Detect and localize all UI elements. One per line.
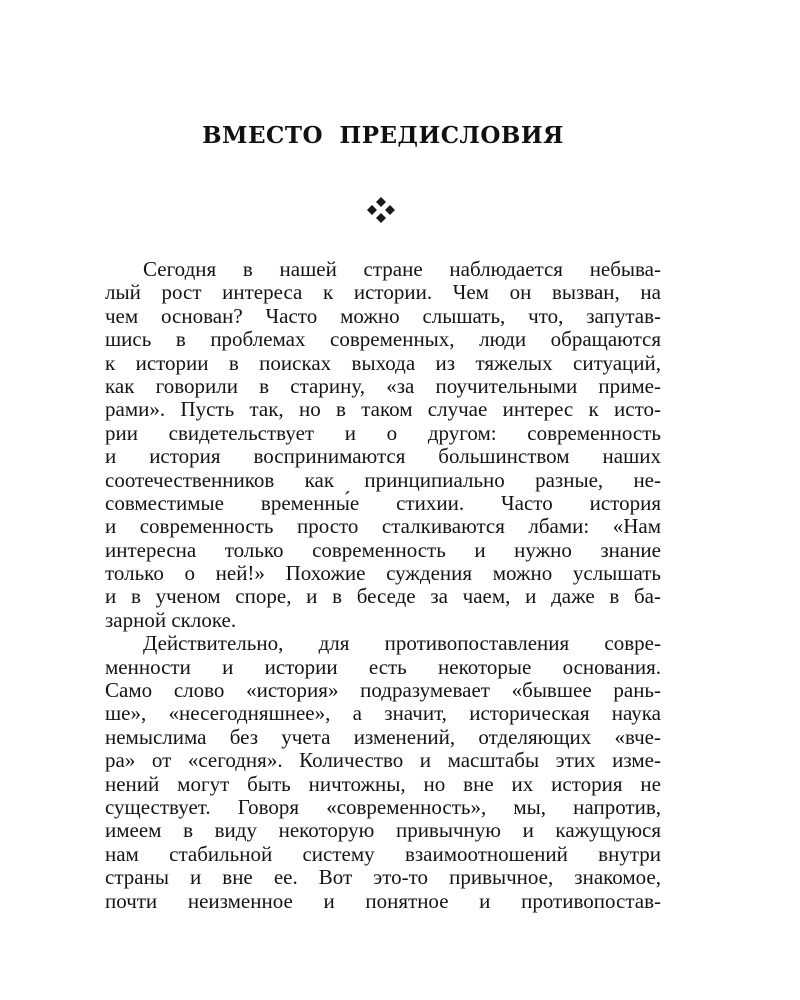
text-line: как говорили в старину, «за поучительными приме- <box>105 373 661 398</box>
text-line: и современность просто сталкиваются лбами: «Нам <box>105 514 661 539</box>
text-line: ше», «несегодняшнее», а значит, историческая наука <box>105 701 661 726</box>
text-line: имеем в виду некоторую привычную и кажущуюся <box>105 818 661 843</box>
text-line: нений могут быть ничтожны, но вне их история не <box>105 771 661 796</box>
text-line: зарной склоке. <box>105 607 237 632</box>
text-line: и в ученом споре, и в беседе за чаем, и даже в ба- <box>105 584 661 609</box>
paragraph-2 <box>105 632 661 913</box>
paragraph-1 <box>105 258 661 632</box>
text-line: шись в проблемах современных, люди обращаются <box>105 327 661 352</box>
text-line: существует. Говоря «современность», мы, напротив, <box>105 794 661 819</box>
text-line: соотечественников как принципиально разные, не- <box>105 467 661 492</box>
text-line: и история воспринимаются большинством наших <box>105 444 661 469</box>
text-line: к истории в поисках выхода из тяжелых ситуаций, <box>105 350 661 375</box>
text-line: Само слово «история» подразумевает «бывшее рань- <box>105 678 661 703</box>
text-line: ра» от «сегодня». Количество и масштабы этих изме- <box>105 748 661 773</box>
text-line: совместимые временны́е стихии. Часто история <box>105 490 661 515</box>
text-line: рии свидетельствует и о другом: современность <box>105 420 661 445</box>
diamond-cluster-ornament-icon <box>363 196 399 224</box>
text-line: лый рост интереса к истории. Чем он вызван, на <box>105 280 661 305</box>
text-line: рами». Пусть так, но в таком случае интерес к исто- <box>105 397 661 422</box>
text-line: менности и истории есть некоторые основания. <box>105 654 661 679</box>
text-line: только о ней!» Похожие суждения можно услышать <box>105 561 661 586</box>
text-line: интересна только современность и нужно знание <box>105 537 661 562</box>
chapter-title: ВМЕСТО ПРЕДИСЛОВИЯ <box>202 122 564 149</box>
text-line: нам стабильной систему взаимоотношений внутри <box>105 841 661 866</box>
text-line: чем основан? Часто можно слышать, что, запутав- <box>105 303 661 328</box>
text-line: Действительно, для противопоставления совре- <box>143 631 661 656</box>
body-text <box>105 258 661 913</box>
text-line: почти неизменное и понятное и противопостав- <box>105 888 661 913</box>
text-line: страны и вне ее. Вот это-то привычное, знакомое, <box>105 865 661 890</box>
text-line: немыслима без учета изменений, отделяющих «вче- <box>105 724 661 749</box>
text-line: Сегодня в нашей стране наблюдается небыва- <box>143 257 661 281</box>
